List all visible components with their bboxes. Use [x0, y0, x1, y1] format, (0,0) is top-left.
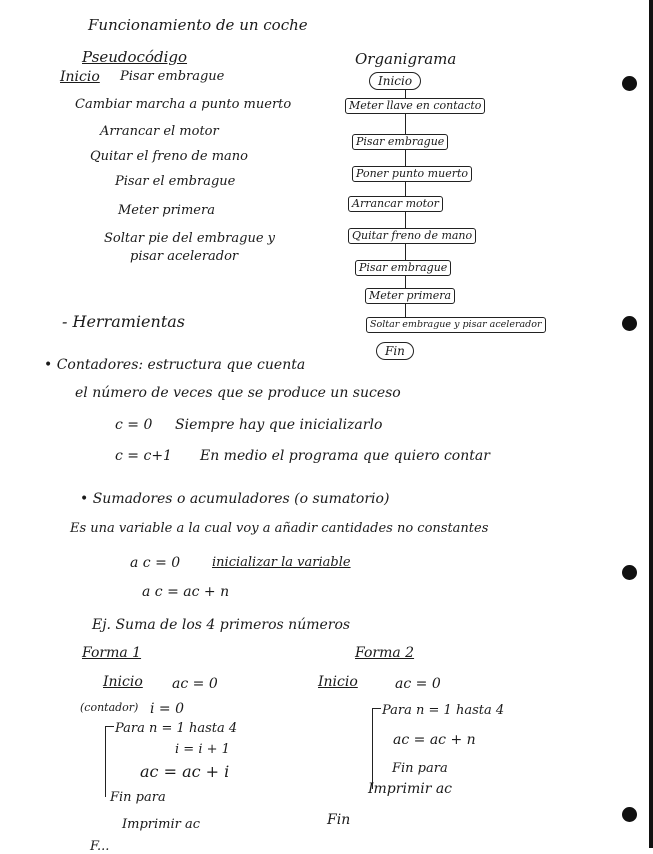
contadores-desc: el número de veces que se produce un suceso	[75, 385, 401, 401]
forma1-ac: ac = 0	[172, 676, 218, 692]
forma2-fin-para: Fin para	[392, 761, 448, 776]
pseudo-step-6: Meter primera	[118, 203, 215, 218]
forma1-contador-note: (contador)	[80, 701, 139, 714]
binder-hole-1	[622, 76, 637, 91]
ac-init-note: inicializar la variable	[212, 555, 351, 570]
pseudo-step-8: pisar acelerador	[130, 249, 239, 264]
forma2-title: Forma 2	[355, 645, 415, 661]
flow-end: Fin	[376, 342, 414, 360]
ac-increment: a c = ac + n	[142, 584, 230, 600]
binder-hole-2	[622, 316, 637, 331]
forma2-inicio: Inicio	[318, 674, 358, 690]
flow-box-8: Soltar embrague y pisar acelerador	[366, 317, 546, 333]
sumadores-title: • Sumadores o acumuladores (o sumatorio)	[80, 491, 390, 507]
sumadores-desc: Es una variable a la cual voy a añadir cantidades no constantes	[70, 521, 489, 536]
flow-start: Inicio	[369, 72, 421, 90]
flow-box-5: Quitar freno de mano	[348, 228, 476, 244]
forma1-fin-para: Fin para	[110, 790, 166, 805]
ac-init: a c = 0	[130, 555, 181, 571]
forma1-i0: i = 0	[150, 701, 185, 717]
forma2-fin: Fin	[327, 812, 351, 828]
page-heading: Funcionamiento de un coche	[88, 16, 308, 34]
binder-hole-3	[622, 565, 637, 580]
forma1-title: Forma 1	[82, 645, 142, 661]
flow-box-2: Pisar embrague	[352, 134, 448, 150]
pseudo-step-5: Pisar el embrague	[115, 174, 236, 189]
forma2-para: Para n = 1 hasta 4	[382, 703, 505, 718]
forma2-imprimir: Imprimir ac	[368, 781, 453, 797]
forma1-loop-bracket	[105, 726, 114, 797]
flow-box-3: Poner punto muerto	[352, 166, 472, 182]
contadores-title: • Contadores: estructura que cuenta	[44, 357, 306, 373]
pseudo-step-2: Cambiar marcha a punto muerto	[75, 97, 292, 112]
forma1-inc: i = i + 1	[175, 742, 230, 757]
flow-box-7: Meter primera	[365, 288, 455, 304]
c-increment-note: En medio el programa que quiero contar	[200, 448, 490, 464]
forma2-ac: ac = 0	[395, 676, 441, 692]
pseudocode-inicio: Inicio	[60, 69, 100, 85]
c-increment: c = c+1	[115, 448, 172, 464]
section-herramientas: - Herramientas	[62, 312, 185, 331]
forma2-loop-bracket	[372, 708, 381, 789]
pseudocode-title: Pseudocódigo	[82, 48, 188, 66]
example-title: Ej. Suma de los 4 primeros números	[92, 617, 351, 633]
footer-fragment: F...	[90, 839, 110, 854]
binder-hole-4	[622, 807, 637, 822]
forma2-acc: ac = ac + n	[393, 732, 476, 748]
pseudo-step-1: Pisar embrague	[120, 69, 225, 84]
flow-box-1: Meter llave en contacto	[345, 98, 485, 114]
flowchart-title: Organigrama	[355, 50, 457, 68]
pseudo-step-3: Arrancar el motor	[100, 124, 219, 139]
pseudo-step-7: Soltar pie del embrague y	[104, 231, 275, 246]
pseudo-step-4: Quitar el freno de mano	[90, 149, 248, 164]
page-edge-shadow	[649, 0, 653, 848]
forma1-para: Para n = 1 hasta 4	[115, 721, 238, 736]
flow-box-6: Pisar embrague	[355, 260, 451, 276]
c-init: c = 0	[115, 417, 153, 433]
forma1-acc: ac = ac + i	[140, 762, 230, 781]
flow-box-4: Arrancar motor	[348, 196, 443, 212]
forma1-imprimir: Imprimir ac	[122, 817, 201, 832]
forma1-inicio: Inicio	[103, 674, 143, 690]
c-init-note: Siempre hay que inicializarlo	[175, 417, 383, 433]
